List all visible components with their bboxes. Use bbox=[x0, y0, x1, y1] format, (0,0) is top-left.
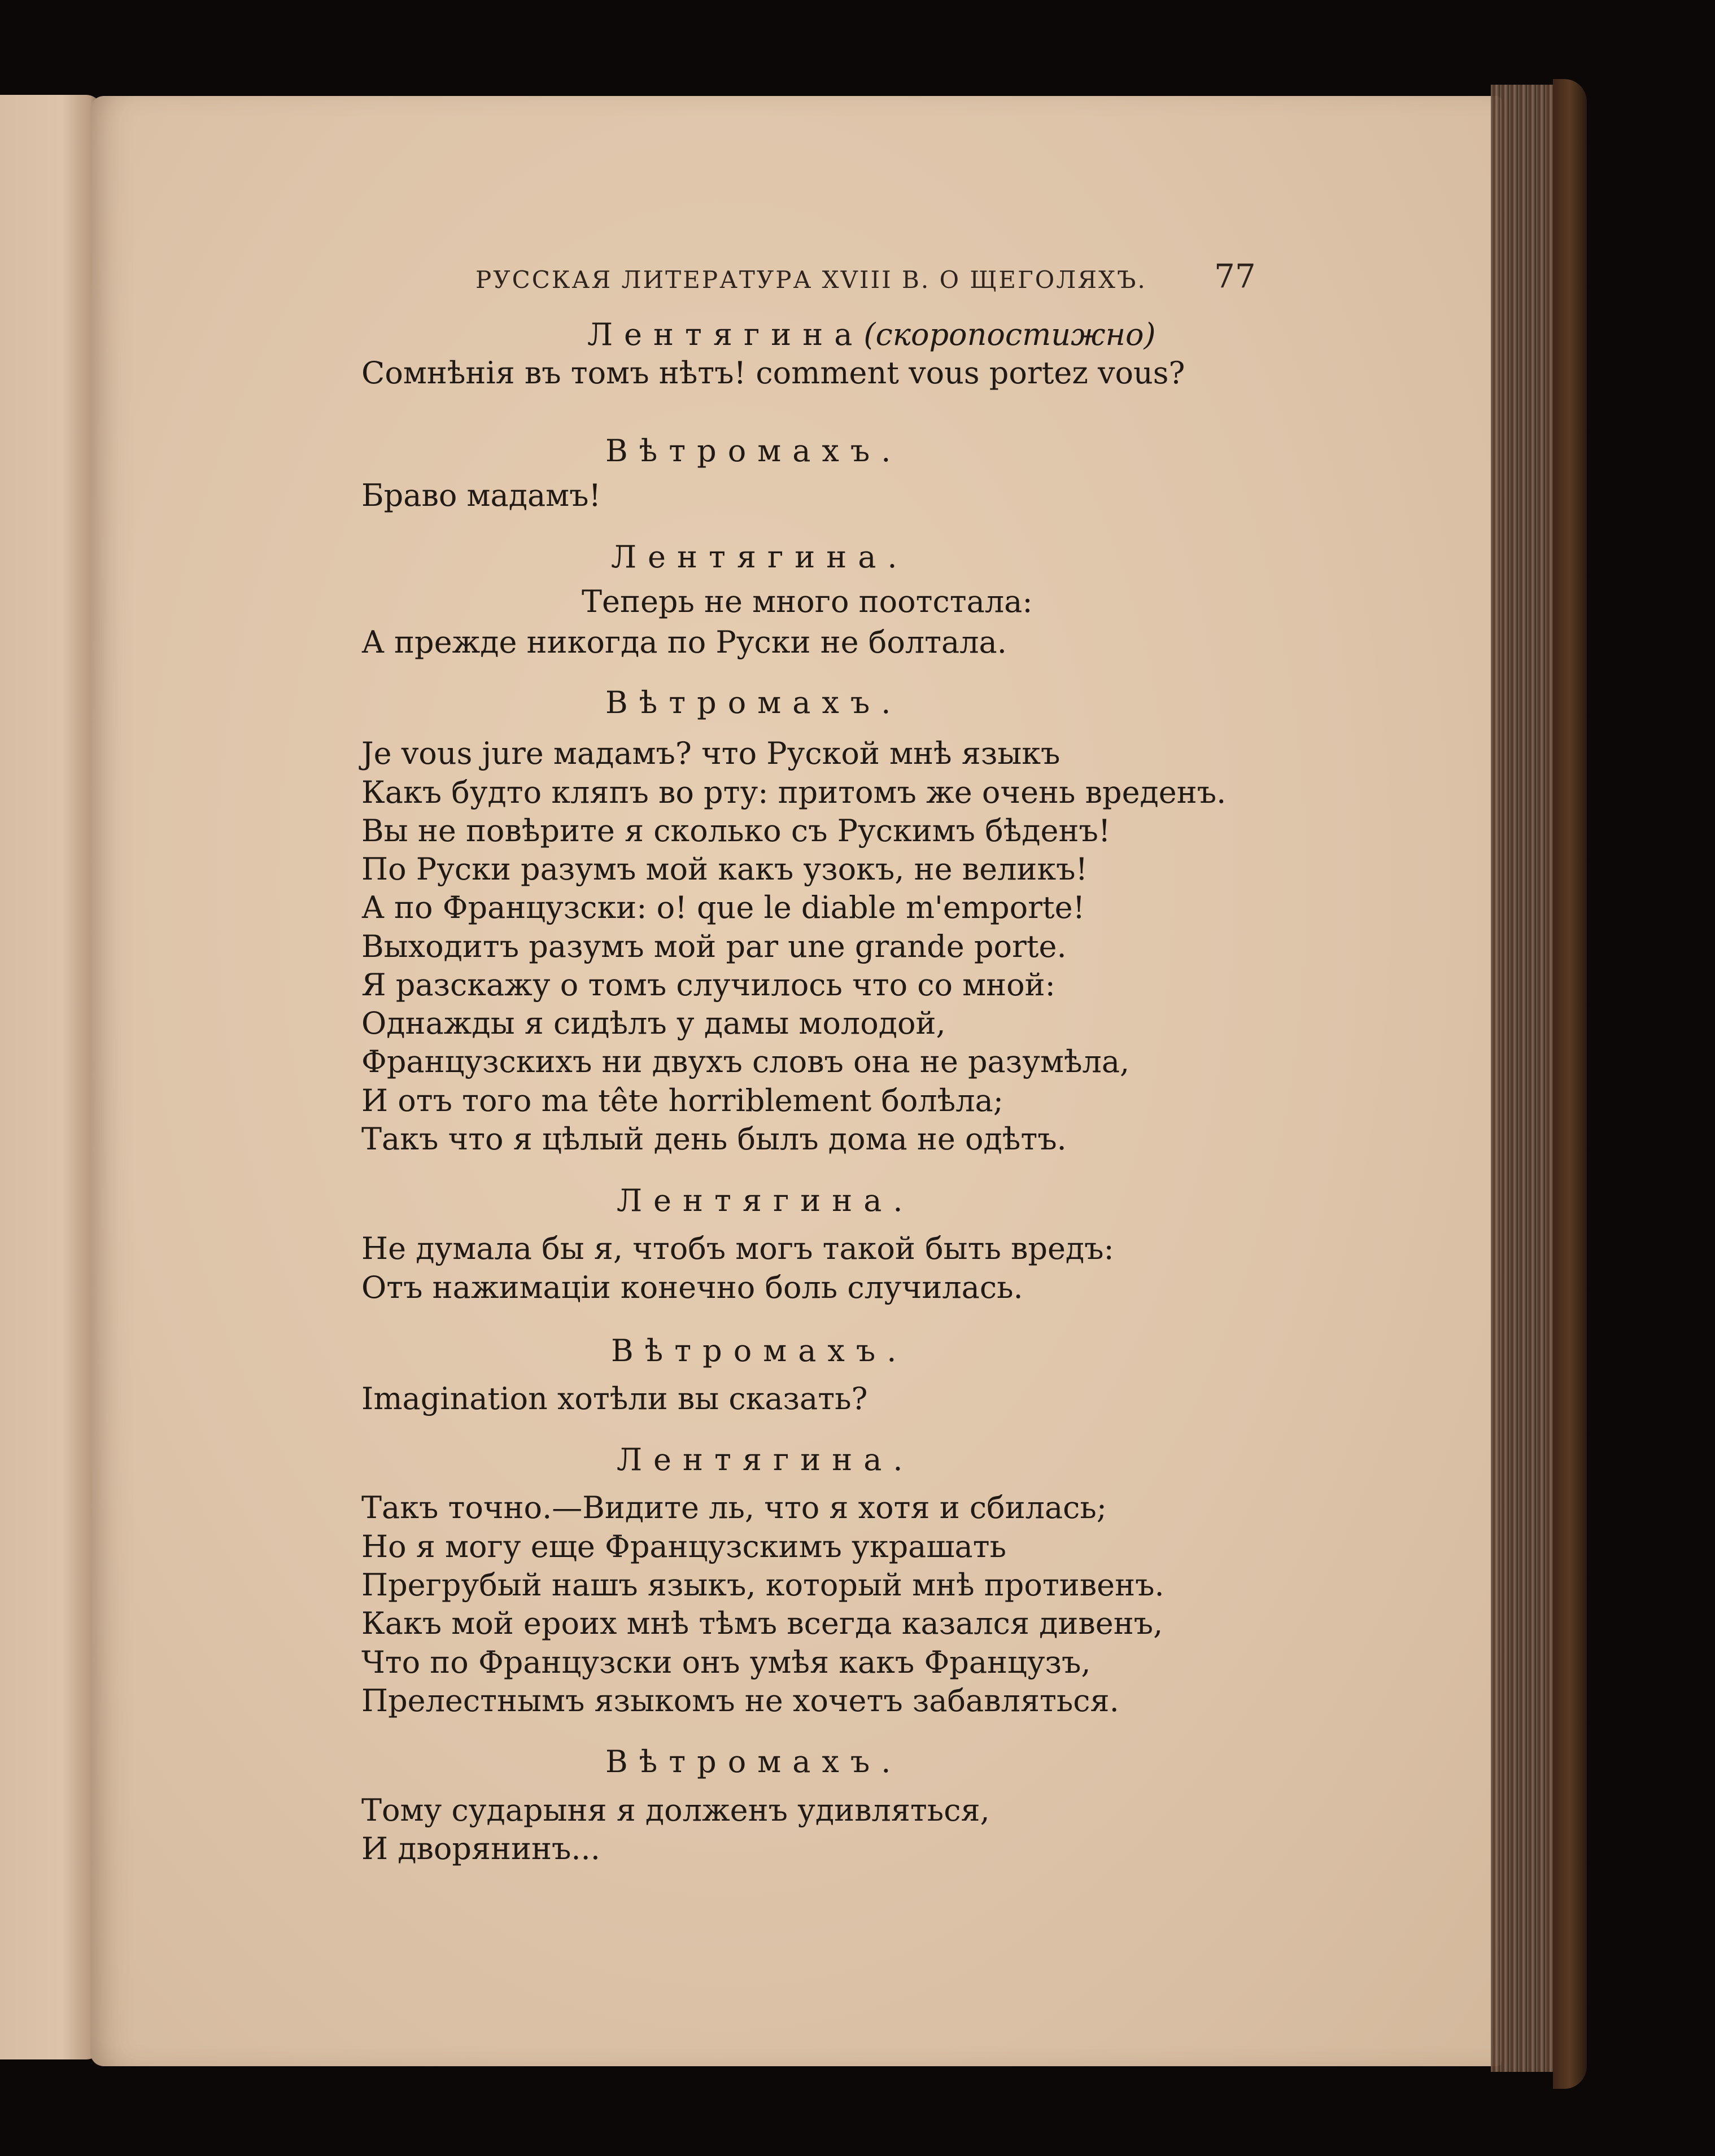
verse-line: Браво мадамъ! bbox=[361, 478, 601, 513]
verse-line: По Руски разумъ мой какъ узокъ, не великъ! bbox=[361, 851, 1088, 887]
running-head: РУССКАЯ ЛИТЕРАТУРА XVIII В. О ЩЕГОЛЯХЪ. bbox=[475, 266, 1147, 294]
verse-line: И дворянинъ... bbox=[361, 1831, 600, 1866]
speaker-name: Лентягина bbox=[587, 317, 864, 352]
verse-line: Какъ будто кляпъ во рту: притомъ же очень вреденъ. bbox=[361, 775, 1227, 810]
verse-line: Прегрубый нашъ языкъ, который мнѣ противенъ. bbox=[361, 1567, 1164, 1603]
book-cover-edge bbox=[1553, 79, 1587, 2089]
page-number: 77 bbox=[1214, 257, 1256, 295]
speaker-vetromakh: Вѣтромахъ. bbox=[605, 1744, 902, 1779]
verse-line: Что по Французски онъ умѣя какъ Французъ, bbox=[361, 1645, 1091, 1680]
verse-line: Однажды я сидѣлъ у дамы молодой, bbox=[361, 1005, 946, 1041]
verse-line: Выходитъ разумъ мой par une grande porte. bbox=[361, 929, 1067, 964]
speaker-lentyagina: Лентягина. bbox=[617, 1183, 914, 1218]
left-page-edge bbox=[0, 95, 103, 2059]
verse-line: Сомнѣнія въ томъ нѣтъ! comment vous portez vous? bbox=[361, 355, 1185, 391]
stage-direction: (скоропостижно) bbox=[863, 317, 1156, 352]
verse-line: Не думала бы я, чтобъ могъ такой быть вредъ: bbox=[361, 1231, 1114, 1266]
page-header bbox=[0, 257, 1715, 296]
speaker-vetromakh: Вѣтромахъ. bbox=[611, 1333, 908, 1368]
verse-line: А прежде никогда по Руски не болтала. bbox=[361, 624, 1007, 660]
verse-line: А по Французски: о! que le diable m'emporte! bbox=[361, 890, 1085, 925]
verse-line: Теперь не много поотстала: bbox=[582, 584, 1033, 619]
verse-line: И отъ того ma tête horriblement болѣла; bbox=[361, 1083, 1003, 1118]
verse-line: Такъ точно.—Видите ль, что я хотя и сбилась; bbox=[361, 1490, 1107, 1525]
verse-line: Но я могу еще Французскимъ украшать bbox=[361, 1529, 1007, 1564]
speaker-lentyagina bbox=[587, 316, 1156, 353]
speaker-vetromakh: Вѣтромахъ. bbox=[605, 433, 902, 469]
verse-line: Я разскажу о томъ случилось что со мной: bbox=[361, 967, 1055, 1003]
verse-line: Imagination хотѣли вы сказать? bbox=[361, 1381, 868, 1416]
speaker-lentyagina: Лентягина. bbox=[617, 1442, 914, 1477]
verse-line: Прелестнымъ языкомъ не хочетъ забавляться. bbox=[361, 1683, 1119, 1718]
verse-line: Французскихъ ни двухъ словъ она не разумѣла, bbox=[361, 1044, 1130, 1079]
verse-line: Вы не повѣрите я сколько съ Рускимъ бѣденъ! bbox=[361, 813, 1111, 849]
speaker-lentyagina: Лентягина. bbox=[611, 539, 909, 575]
speaker-vetromakh: Вѣтромахъ. bbox=[605, 685, 902, 720]
verse-line: Какъ мой ероих мнѣ тѣмъ всегда казался дивенъ, bbox=[361, 1606, 1163, 1641]
verse-line: Je vous jure мадамъ? что Руской мнѣ языкъ bbox=[361, 736, 1061, 771]
verse-line: Тому сударыня я долженъ удивляться, bbox=[361, 1792, 990, 1828]
verse-line: Отъ нажимаціи конечно боль случилась. bbox=[361, 1270, 1023, 1305]
verse-line: Такъ что я цѣлый день былъ дома не одѣтъ. bbox=[361, 1121, 1067, 1157]
